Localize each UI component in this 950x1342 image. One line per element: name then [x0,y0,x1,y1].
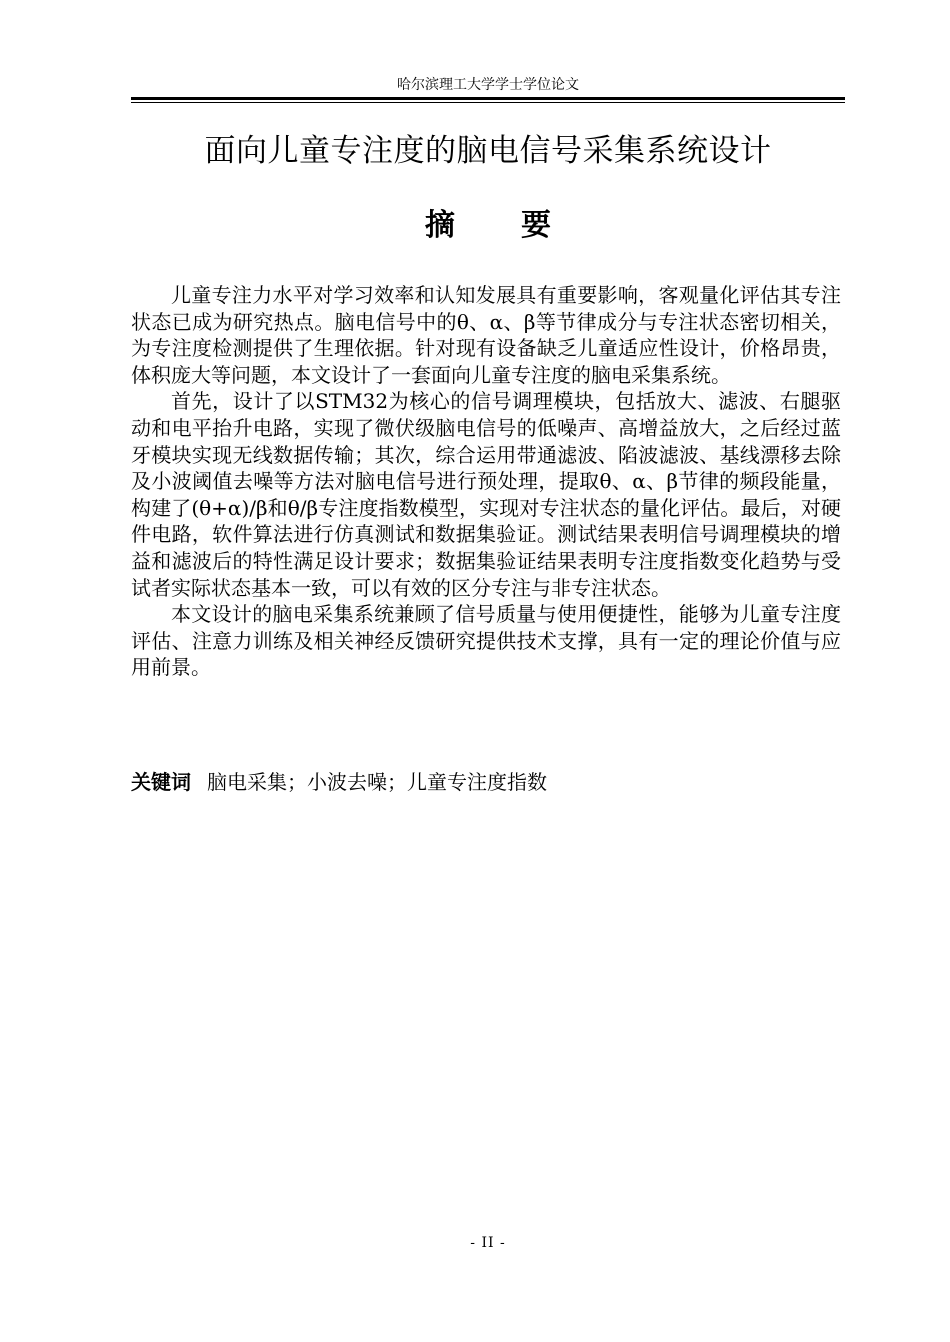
keywords-text: 脑电采集；小波去噪；儿童专注度指数 [207,770,547,794]
header-rule-thin [131,102,845,103]
keywords-line [131,768,845,796]
thesis-title: 面向儿童专注度的脑电信号采集系统设计 [204,133,772,169]
running-header: 哈尔滨理工大学学士学位论文 [397,77,579,93]
abstract-paragraph-1: 儿童专注力水平对学习效率和认知发展具有重要影响，客观量化评估其专注状态已成为研究热点。脑电信号中的θ、α、β等节律成分与专注状态密切相关，为专注度检测提供了生理依据。针对现有设备缺乏儿童适应性设计，价格昂贵，体积庞大等问题，本文设计了一套面向儿童专注度的脑电采集系统。 [131,283,841,387]
abstract-paragraph-2: 首先，设计了以STM32为核心的信号调理模块，包括放大、滤波、右腿驱动和电平抬升电路，实现了微伏级脑电信号的低噪声、高增益放大，之后经过蓝牙模块实现无线数据传输；其次，综合运用带通滤波、陷波滤波、基线漂移去除及小波阈值去噪等方法对脑电信号进行预处理，提取θ、α、β节律的频段能量，构建了(θ+α)/β和θ/β专注度指数模型，实现对专注状态的量化评估。最后，对硬件电路，软件算法进行仿真测试和数据集验证。测试结果表明信号调理模块的增益和滤波后的特性满足设计要求；数据集验证结果表明专注度指数变化趋势与受试者实际状态基本一致，可以有效的区分专注与非专注状态。 [131,389,841,600]
header-rule-thick [131,97,845,100]
abstract-body [131,282,841,681]
page-number: - II - [470,1235,506,1251]
abstract-paragraph-3: 本文设计的脑电采集系统兼顾了信号质量与使用便捷性，能够为儿童专注度评估、注意力训练及相关神经反馈研究提供技术支撑，具有一定的理论价值与应用前景。 [131,602,841,680]
abstract-heading: 摘要 [425,208,617,243]
keywords-label: 关键词 [131,770,191,794]
